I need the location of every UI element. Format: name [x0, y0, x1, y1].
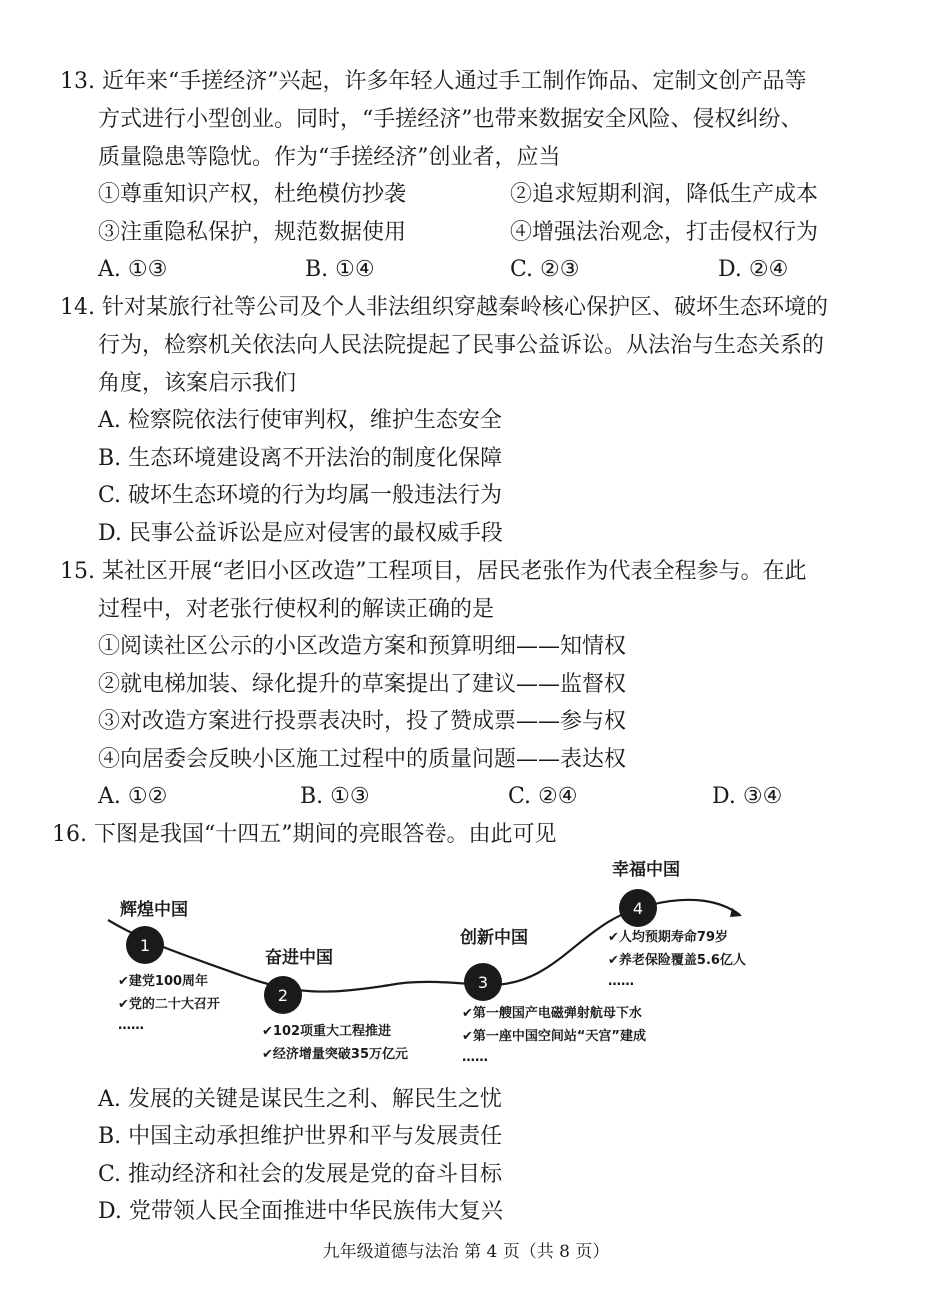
- page-footer: 九年级道德与法治 第 4 页（共 8 页）: [322, 1242, 610, 1262]
- node-1-note-2: ✔党的二十大召开: [118, 997, 220, 1012]
- q15-item-2: ②就电梯加装、绿化提升的草案提出了建议——监督权: [98, 672, 627, 697]
- node-3-number: 3: [477, 973, 489, 992]
- q13-choice-b: B. ①④: [305, 257, 375, 282]
- q13-choice-a: A. ①③: [98, 257, 168, 282]
- q14-choice-d: D. 民事公益诉讼是应对侵害的最权威手段: [98, 521, 503, 546]
- q13-stem-line-3: 质量隐患等隐忧。作为“手搓经济”创业者，应当: [98, 145, 561, 170]
- node-3-note-3: ……: [462, 1050, 488, 1065]
- q14-choice-c: C. 破坏生态环境的行为均属一般违法行为: [98, 483, 503, 508]
- node-1-note-3: ……: [118, 1018, 144, 1033]
- q15-choice-a: A. ①②: [98, 784, 168, 809]
- node-3-note-1: ✔第一艘国产电磁弹射航母下水: [462, 1006, 642, 1021]
- node-2-number: 2: [277, 986, 289, 1005]
- q16-stem: 16. 下图是我国“十四五”期间的亮眼答卷。由此可见: [52, 822, 557, 847]
- node-4-title: 幸福中国: [612, 860, 680, 880]
- q15-choice-d: D. ③④: [712, 784, 783, 809]
- q16-choice-d: D. 党带领人民全面推进中华民族伟大复兴: [98, 1199, 503, 1224]
- q15-item-1: ①阅读社区公示的小区改造方案和预算明细——知情权: [98, 634, 627, 659]
- q15-item-4: ④向居委会反映小区施工过程中的质量问题——表达权: [98, 747, 627, 772]
- q13-choice-d: D. ②④: [718, 257, 789, 282]
- q16-choice-b: B. 中国主动承担维护世界和平与发展责任: [98, 1124, 503, 1149]
- q13-item-3: ③注重隐私保护，规范数据使用: [98, 220, 407, 245]
- timeline-arrowhead: [730, 908, 742, 917]
- node-3-note-2: ✔第一座中国空间站“天宫”建成: [462, 1029, 646, 1044]
- node-1-title: 辉煌中国: [120, 900, 188, 920]
- node-3-title: 创新中国: [460, 928, 528, 948]
- node-4-note-1: ✔人均预期寿命79岁: [608, 930, 728, 945]
- node-4-number: 4: [632, 899, 644, 918]
- q13-stem-line-2: 方式进行小型创业。同时，“手搓经济”也带来数据安全风险、侵权纠纷、: [98, 107, 803, 132]
- node-1-number: 1: [139, 936, 151, 955]
- q15-item-3: ③对改造方案进行投票表决时，投了赞成票——参与权: [98, 709, 627, 734]
- node-2-title: 奋进中国: [265, 948, 333, 968]
- q13-item-4: ④增强法治观念，打击侵权行为: [510, 220, 819, 245]
- node-2-note-2: ✔经济增量突破35万亿元: [262, 1047, 408, 1062]
- q13-item-1: ①尊重知识产权，杜绝模仿抄袭: [98, 182, 407, 207]
- q13-stem-line-1: 13. 近年来“手搓经济”兴起，许多年轻人通过手工制作饰品、定制文创产品等: [60, 69, 807, 94]
- q15-stem-line-1: 15. 某社区开展“老旧小区改造”工程项目，居民老张作为代表全程参与。在此: [60, 559, 807, 584]
- node-2-note-1: ✔102项重大工程推进: [262, 1024, 392, 1039]
- q14-stem-line-2: 行为，检察机关依法向人民法院提起了民事公益诉讼。从法治与生态关系的: [98, 333, 825, 358]
- q15-choice-b: B. ①③: [300, 784, 370, 809]
- q14-choice-b: B. 生态环境建设离不开法治的制度化保障: [98, 446, 503, 471]
- q13-choice-c: C. ②③: [510, 257, 580, 282]
- q14-stem-line-3: 角度，该案启示我们: [98, 371, 297, 396]
- q14-choice-a: A. 检察院依法行使审判权，维护生态安全: [98, 408, 502, 433]
- node-1-note-1: ✔建党100周年: [118, 974, 209, 989]
- q15-choice-c: C. ②④: [508, 784, 578, 809]
- q16-choice-a: A. 发展的关键是谋民生之利、解民生之忧: [98, 1087, 502, 1112]
- node-4-note-3: ……: [608, 974, 634, 989]
- q16-choice-c: C. 推动经济和社会的发展是党的奋斗目标: [98, 1162, 503, 1187]
- q15-stem-line-2: 过程中，对老张行使权利的解读正确的是: [98, 597, 495, 622]
- q13-item-2: ②追求短期利润，降低生产成本: [510, 182, 819, 207]
- q14-stem-line-1: 14. 针对某旅行社等公司及个人非法组织穿越秦岭核心保护区、破坏生态环境的: [60, 295, 828, 320]
- node-4-note-2: ✔养老保险覆盖5.6亿人: [608, 953, 746, 968]
- achievement-diagram: [90, 845, 790, 1070]
